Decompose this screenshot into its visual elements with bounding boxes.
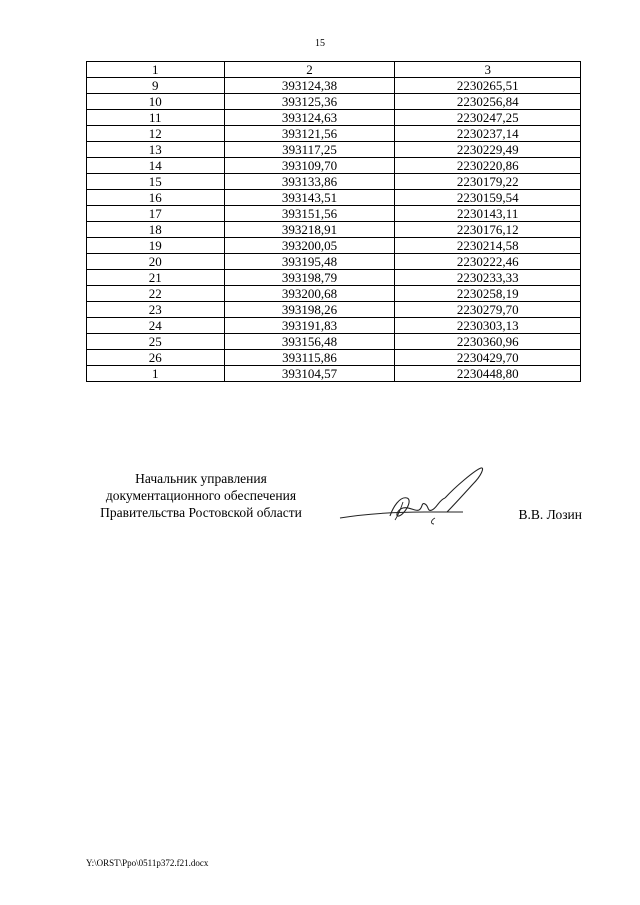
table-row	[87, 286, 581, 302]
table-body	[87, 78, 581, 382]
table-cell: 2230159,54	[395, 190, 581, 206]
table-cell: 393195,48	[224, 254, 395, 270]
table-row	[87, 158, 581, 174]
table-cell: 2230265,51	[395, 78, 581, 94]
table-cell: 393191,83	[224, 318, 395, 334]
table-cell: 393151,56	[224, 206, 395, 222]
position-line: документационного обеспечения	[105, 488, 297, 503]
column-header: 3	[395, 62, 581, 78]
table-cell: 393115,86	[224, 350, 395, 366]
table-cell: 15	[87, 174, 225, 190]
position-line: Правительства Ростовской области	[100, 505, 302, 520]
table-cell: 2230229,49	[395, 142, 581, 158]
table-cell: 2230220,86	[395, 158, 581, 174]
table-row	[87, 78, 581, 94]
table-cell: 9	[87, 78, 225, 94]
table-cell: 393200,05	[224, 238, 395, 254]
table-cell: 18	[87, 222, 225, 238]
table-cell: 393104,57	[224, 366, 395, 382]
table-row	[87, 238, 581, 254]
table-row	[87, 206, 581, 222]
table-cell: 393198,79	[224, 270, 395, 286]
file-path: Y:\ORST\Ppo\0511p372.f21.docx	[86, 858, 209, 868]
column-header: 2	[224, 62, 395, 78]
table-cell: 19	[87, 238, 225, 254]
table-cell: 25	[87, 334, 225, 350]
table-cell: 393121,56	[224, 126, 395, 142]
table-cell: 22	[87, 286, 225, 302]
table-cell: 2230237,14	[395, 126, 581, 142]
table-cell: 26	[87, 350, 225, 366]
table-cell: 10	[87, 94, 225, 110]
signatory-position	[86, 470, 316, 521]
table-cell: 393218,91	[224, 222, 395, 238]
table-header-row	[87, 62, 581, 78]
table-cell: 11	[87, 110, 225, 126]
coordinates-table	[86, 61, 581, 382]
table-row	[87, 350, 581, 366]
table-cell: 393133,86	[224, 174, 395, 190]
table-row	[87, 190, 581, 206]
signatory-name: В.В. Лозин	[518, 507, 582, 522]
table-row	[87, 174, 581, 190]
table-cell: 2230222,46	[395, 254, 581, 270]
table-cell: 2230448,80	[395, 366, 581, 382]
table-cell: 393143,51	[224, 190, 395, 206]
table-cell: 14	[87, 158, 225, 174]
table-cell: 2230279,70	[395, 302, 581, 318]
table-cell: 21	[87, 270, 225, 286]
table-cell: 393109,70	[224, 158, 395, 174]
table-row	[87, 302, 581, 318]
column-header: 1	[87, 62, 225, 78]
table-row	[87, 222, 581, 238]
table-cell: 24	[87, 318, 225, 334]
table-cell: 17	[87, 206, 225, 222]
table-cell: 2230143,11	[395, 206, 581, 222]
table-cell: 2230179,22	[395, 174, 581, 190]
page-number: 15	[315, 38, 325, 49]
table-row	[87, 126, 581, 142]
table-row	[87, 318, 581, 334]
handwritten-signature	[335, 462, 495, 532]
table-cell: 2230360,96	[395, 334, 581, 350]
table-row	[87, 110, 581, 126]
table-row	[87, 142, 581, 158]
table-cell: 393198,26	[224, 302, 395, 318]
table-row	[87, 366, 581, 382]
table-cell: 23	[87, 302, 225, 318]
table-cell: 20	[87, 254, 225, 270]
table-cell: 393124,63	[224, 110, 395, 126]
table-cell: 16	[87, 190, 225, 206]
table-cell: 2230214,58	[395, 238, 581, 254]
table-cell: 393200,68	[224, 286, 395, 302]
table-cell: 393125,36	[224, 94, 395, 110]
table-cell: 393117,25	[224, 142, 395, 158]
table-cell: 2230429,70	[395, 350, 581, 366]
table-cell: 13	[87, 142, 225, 158]
table-row	[87, 94, 581, 110]
table-cell: 1	[87, 366, 225, 382]
table-cell: 393156,48	[224, 334, 395, 350]
table-cell: 2230303,13	[395, 318, 581, 334]
table-cell: 12	[87, 126, 225, 142]
position-line: Начальник управления	[135, 471, 267, 486]
table-cell: 2230233,33	[395, 270, 581, 286]
table-cell: 2230247,25	[395, 110, 581, 126]
table-cell: 2230176,12	[395, 222, 581, 238]
table-cell: 2230256,84	[395, 94, 581, 110]
table-cell: 393124,38	[224, 78, 395, 94]
table-row	[87, 334, 581, 350]
table-cell: 2230258,19	[395, 286, 581, 302]
table-row	[87, 254, 581, 270]
table-row	[87, 270, 581, 286]
